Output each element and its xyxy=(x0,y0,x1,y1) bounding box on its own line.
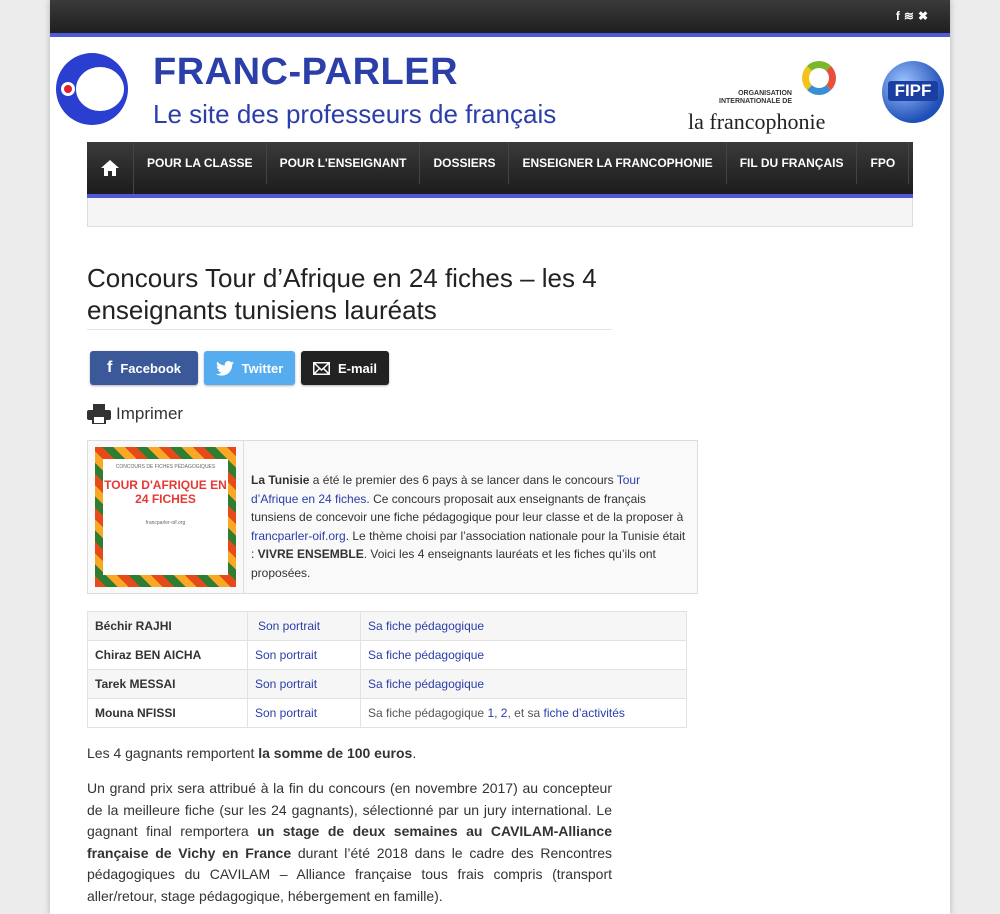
laureat-name: Chiraz BEN AICHA xyxy=(88,641,248,670)
facebook-icon[interactable]: f xyxy=(895,9,904,23)
poster-bottom-text: francparler-oif.org xyxy=(145,520,186,526)
share-facebook-label: Facebook xyxy=(120,360,181,376)
portrait-link[interactable]: Son portrait xyxy=(255,677,318,691)
share-twitter-button[interactable] xyxy=(204,351,295,385)
social-links xyxy=(896,9,932,23)
home-icon[interactable] xyxy=(87,142,134,194)
share-facebook-button[interactable] xyxy=(90,351,198,385)
fiche-link-2[interactable]: 2 xyxy=(500,706,508,720)
fiche-link[interactable]: Sa fiche pédagogique xyxy=(368,648,485,662)
twitter-icon[interactable]: ✖ xyxy=(917,9,932,23)
contest-poster-image xyxy=(95,447,236,587)
intro-country: La Tunisie xyxy=(251,473,310,487)
nav-item-pour-l-enseignant[interactable]: POUR L'ENSEIGNANT xyxy=(267,142,421,184)
franc-parler-logo-icon[interactable] xyxy=(56,53,128,125)
page-title: Concours Tour d’Afrique en 24 fiches – les 4 enseignants tunisiens lauréats xyxy=(87,262,612,330)
nav-item-fil-du-francais[interactable]: FIL DU FRANÇAIS xyxy=(727,142,858,184)
site-header xyxy=(50,37,950,142)
oif-small-line-1: ORGANISATION xyxy=(738,90,792,97)
sub-nav-bar xyxy=(87,198,913,227)
main-nav xyxy=(87,142,913,198)
oif-wordmark: la francophonie xyxy=(688,109,826,134)
printer-icon xyxy=(87,404,111,424)
print-link[interactable] xyxy=(87,404,183,424)
portrait-link[interactable]: Son portrait xyxy=(255,648,318,662)
fiche-link[interactable]: Sa fiche pédagogique xyxy=(368,677,485,691)
nav-item-enseigner-la-francophonie[interactable]: ENSEIGNER LA FRANCOPHONIE xyxy=(509,142,726,184)
portrait-link[interactable]: Son portrait xyxy=(255,706,318,720)
intro-text: La Tunisie a été le premier des 6 pays à se lancer dans le concours Tour d’Afrique en 24 fiches. Ce concours proposait aux enseignants de français tunsiens de concevoir une fiche pédagogique pour leur classe et de la proposer à francparler-oif.org. Le thème choisi par l’association nationale pour la Tunisie était : VIVRE ENSEMBLE. Voici les 4 enseignants lauréats et les fiches qu’ils ont proposées. xyxy=(251,473,686,580)
laureat-name: Mouna NFISSI xyxy=(88,699,248,728)
envelope-icon xyxy=(313,362,330,375)
share-email-label: E-mail xyxy=(337,360,377,376)
facebook-icon: f xyxy=(106,359,113,376)
nav-item-dossiers[interactable]: DOSSIERS xyxy=(420,142,509,184)
oif-logo[interactable] xyxy=(688,61,848,134)
grand-prize-paragraph: Un grand prix sera attribué à la fin du concours (en novembre 2017) au concepteur de la meilleure fiche (sur les 24 gagnants), sélectionné par un jury international. Le gagnant final remportera un stage de deux semaines au CAVILAM-Alliance française de Vichy en France durant l’été 2018 dans le cadre des Rencontres pédagogiques du CAVILAM – Alliance française tous frais compris (transport aller/retour, stage pédagogique, hébergement en famille). xyxy=(87,780,612,904)
share-email-button[interactable] xyxy=(301,351,389,385)
tour-afrique-link[interactable]: Tour d’Afrique en 24 fiches xyxy=(251,473,641,506)
nav-item-fpo[interactable]: FPO xyxy=(857,142,909,184)
table-row xyxy=(88,670,687,699)
francparler-link[interactable]: francparler-oif.org xyxy=(251,528,346,543)
intro-box xyxy=(87,440,698,594)
twitter-icon xyxy=(216,361,234,376)
fiche-link-1[interactable]: 1 xyxy=(487,706,495,720)
oif-small-line-2: INTERNATIONALE DE xyxy=(719,98,792,105)
top-bar xyxy=(50,0,950,37)
fipf-label: FIPF xyxy=(888,81,938,101)
laureats-table xyxy=(87,611,687,728)
site-tagline: Le site des professeurs de français xyxy=(153,99,557,129)
fiche-link[interactable]: Sa fiche pédagogique xyxy=(368,619,485,633)
page xyxy=(50,0,950,914)
laureat-name: Tarek MESSAI xyxy=(88,670,248,699)
poster-top-text: CONCOURS DE FICHES PÉDAGOGIQUES xyxy=(115,464,216,470)
poster-main-text: TOUR D'AFRIQUE EN 24 FICHES xyxy=(104,478,227,506)
site-title[interactable]: FRANC-PARLER xyxy=(153,51,459,93)
intro-theme: VIVRE ENSEMBLE xyxy=(257,547,364,561)
prize-paragraph: Les 4 gagnants remportent la somme de 100 euros. xyxy=(87,745,417,761)
share-twitter-label: Twitter xyxy=(241,360,284,376)
print-label: Imprimer xyxy=(116,404,184,423)
fiche-activites-link[interactable]: fiche d’activités xyxy=(543,706,625,720)
table-row: Mouna NFISSI Son portrait Sa fiche pédagogique 1, 2, et sa fiche d’activités xyxy=(88,699,687,728)
table-row xyxy=(88,641,687,670)
portrait-link[interactable]: Son portrait xyxy=(258,619,321,633)
rss-icon[interactable]: ≋ xyxy=(903,9,918,23)
nav-item-pour-la-classe[interactable]: POUR LA CLASSE xyxy=(134,142,267,184)
oif-ring-icon xyxy=(802,61,836,95)
fipf-logo[interactable] xyxy=(882,61,944,123)
laureat-name: Béchir RAJHI xyxy=(88,612,248,641)
table-row xyxy=(88,612,687,641)
